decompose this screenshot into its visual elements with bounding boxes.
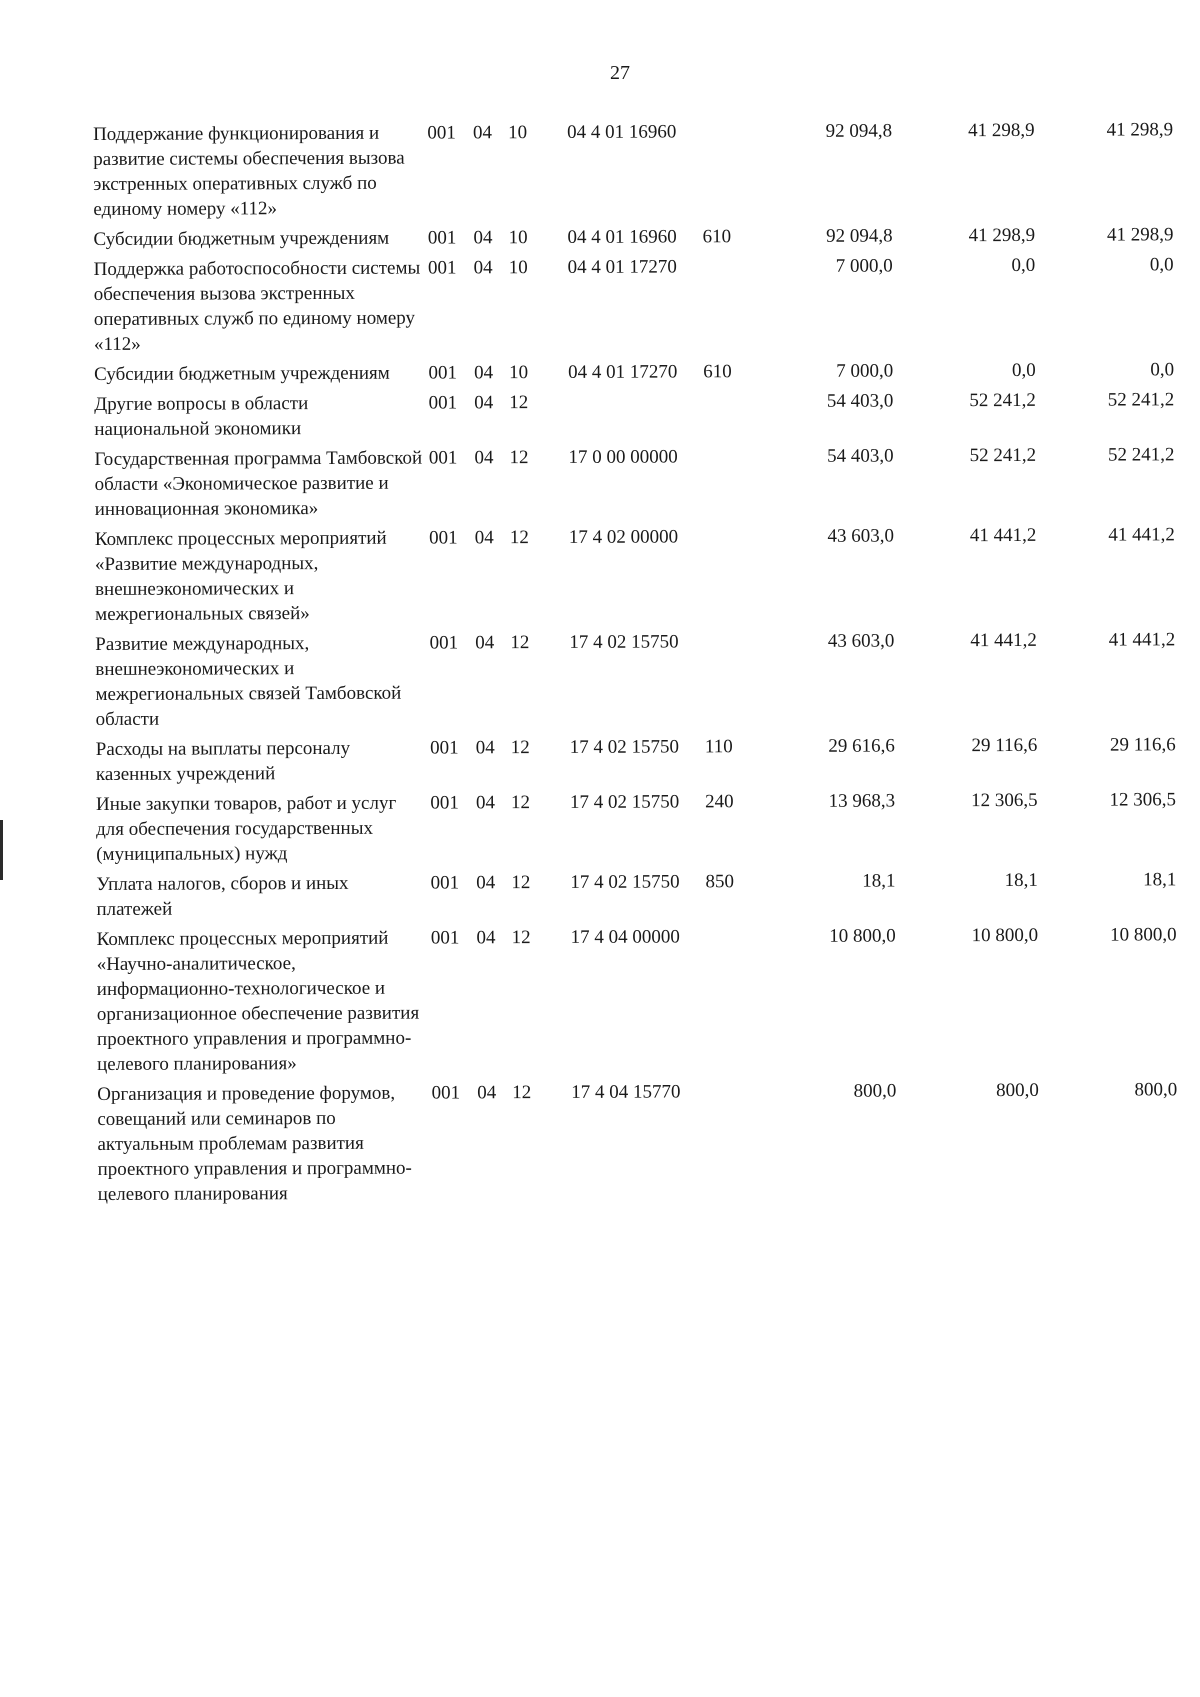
row-sum-year1: 92 094,8 <box>825 120 893 142</box>
table-row <box>93 117 1173 227</box>
row-name: Иные закупки товаров, работ и услуг для обеспечения государственных (муниципальных) нужд <box>95 792 397 865</box>
row-ved-code: 001 <box>431 1082 461 1104</box>
row-target-article: 17 4 02 15750 <box>569 736 680 758</box>
row-ved-code: 001 <box>427 122 456 144</box>
row-name: Комплекс процессных мероприятий «Развитие международных, внешнеэкономических и межрегиональных связей» <box>94 527 387 625</box>
row-expense-type <box>704 629 752 734</box>
row-section-code: 04 <box>475 632 495 654</box>
row-expense-type: 850 <box>705 871 735 893</box>
row-ved-code: 001 <box>427 227 457 249</box>
row-sum-year1: 29 616,6 <box>828 735 895 757</box>
table-body <box>93 117 1178 1212</box>
row-sum-year1: 7 000,0 <box>835 255 893 277</box>
row-section-code: 04 <box>473 227 493 249</box>
row-sum-year2: 10 800,0 <box>971 924 1039 947</box>
row-sum-year2: 0,0 <box>1011 254 1036 276</box>
row-section-code: 04 <box>474 392 494 414</box>
row-ved-code: 001 <box>428 362 457 384</box>
row-sum-year3: 29 116,6 <box>1109 734 1176 756</box>
row-name: Комплекс процессных мероприятий «Научно-аналитическое, информационно-технологическое и организационное обеспечение развития проектного управления и программно-целевого планирования» <box>96 927 420 1075</box>
row-ved-code: 001 <box>428 392 458 414</box>
row-section-code: 04 <box>476 872 496 894</box>
table-row <box>94 387 1174 447</box>
row-sum-year1: 54 403,0 <box>826 390 894 412</box>
row-name: Субсидии бюджетным учреждениям <box>93 227 390 250</box>
row-expense-type: 610 <box>702 226 732 248</box>
row-sum-year3: 12 306,5 <box>1109 789 1177 811</box>
row-section-code: 04 <box>475 792 495 814</box>
row-target-article: 17 4 04 00000 <box>570 926 680 948</box>
table-row <box>97 1077 1178 1212</box>
row-section-code: 04 <box>473 257 493 279</box>
table-row <box>94 442 1174 527</box>
row-subsection-code: 12 <box>510 632 530 654</box>
budget-table <box>93 117 1178 1212</box>
row-ved-code: 001 <box>428 447 458 469</box>
row-expense-type <box>703 389 751 444</box>
row-sum-year2: 41 298,9 <box>968 224 1036 247</box>
row-name: Организация и проведение форумов, совещаний или семинаров по актуальным проблемам развития проектного управления и программно-целевого планирования <box>97 1082 412 1205</box>
table-row <box>95 627 1175 737</box>
row-ved-code: 001 <box>430 792 459 814</box>
row-section-code: 04 <box>477 1082 497 1104</box>
row-ved-code: 001 <box>429 632 459 654</box>
row-section-code: 04 <box>474 362 494 384</box>
row-target-article: 17 4 02 15750 <box>569 631 679 653</box>
row-subsection-code: 10 <box>508 227 528 249</box>
row-section-code: 04 <box>474 527 494 549</box>
row-sum-year3: 0,0 <box>1150 359 1175 381</box>
row-sum-year3: 41 298,9 <box>1106 224 1174 246</box>
row-target-article <box>540 389 703 445</box>
row-subsection-code: 10 <box>508 122 528 144</box>
row-target-article: 17 4 04 15770 <box>571 1081 681 1103</box>
table-row <box>97 922 1178 1082</box>
row-sum-year2: 41 441,2 <box>969 524 1037 547</box>
row-ved-code: 001 <box>430 872 460 894</box>
row-subsection-code: 12 <box>509 527 529 549</box>
row-sum-year1: 54 403,0 <box>827 445 894 467</box>
row-name: Государственная программа Тамбовской области «Экономическое развитие и инновационная экономика» <box>94 447 423 520</box>
row-ved-code: 001 <box>427 257 457 279</box>
row-sum-year2: 41 298,9 <box>968 119 1035 142</box>
row-ved-code: 001 <box>430 927 460 949</box>
row-sum-year3: 10 800,0 <box>1110 924 1177 946</box>
row-sum-year2: 800,0 <box>996 1079 1039 1102</box>
row-subsection-code: 12 <box>510 737 530 759</box>
row-sum-year3: 52 241,2 <box>1107 389 1175 411</box>
row-expense-type: 610 <box>703 361 732 383</box>
row-expense-type <box>706 924 754 1079</box>
row-target-article: 17 0 00 00000 <box>568 446 678 468</box>
row-expense-type <box>702 119 750 224</box>
row-target-article: 04 4 01 17270 <box>567 256 677 278</box>
row-name: Другие вопросы в области национальной экономики <box>94 393 309 440</box>
row-subsection-code: 10 <box>508 257 528 279</box>
row-sum-year1: 43 603,0 <box>827 630 895 652</box>
row-sum-year3: 800,0 <box>1134 1079 1178 1101</box>
row-target-article: 17 4 02 15750 <box>569 791 680 813</box>
row-sum-year2: 52 241,2 <box>969 444 1037 467</box>
row-target-article: 17 4 02 00000 <box>568 526 679 548</box>
row-sum-year1: 92 094,8 <box>826 225 893 247</box>
row-expense-type <box>704 524 752 629</box>
row-sum-year2: 41 441,2 <box>970 629 1037 652</box>
row-sum-year3: 0,0 <box>1149 254 1174 276</box>
page-number: 27 <box>610 62 630 84</box>
row-sum-year1: 18,1 <box>862 870 896 892</box>
row-ved-code: 001 <box>430 737 459 759</box>
row-section-code: 04 <box>476 927 496 949</box>
table-row <box>94 357 1174 392</box>
row-sum-year3: 18,1 <box>1143 869 1177 891</box>
row-target-article: 17 4 02 15750 <box>570 871 680 893</box>
row-expense-type: 240 <box>705 791 734 813</box>
row-expense-type: 110 <box>704 736 733 758</box>
row-sum-year3: 41 298,9 <box>1106 119 1174 141</box>
row-subsection-code: 12 <box>509 447 529 469</box>
row-section-code: 04 <box>472 122 493 144</box>
row-name: Поддержка работоспособности системы обеспечения вызова экстренных оперативных служб по единому номеру «112» <box>93 257 421 355</box>
scan-edge-mark <box>0 820 3 880</box>
row-expense-type <box>703 254 751 359</box>
row-sum-year3: 41 441,2 <box>1108 629 1176 651</box>
row-ved-code: 001 <box>429 527 458 549</box>
row-subsection-code: 12 <box>511 872 531 894</box>
row-name: Поддержание функционирования и развитие системы обеспечения вызова экстренных оперативных служб по единому номеру «112» <box>93 122 405 220</box>
row-expense-type <box>704 444 752 524</box>
row-name: Развитие международных, внешнеэкономических и межрегиональных связей Тамбовской области <box>95 633 402 730</box>
table-row <box>96 732 1176 792</box>
table-row <box>96 867 1176 927</box>
row-sum-year1: 7 000,0 <box>836 360 894 382</box>
row-subsection-code: 10 <box>509 362 529 384</box>
row-name: Уплата налогов, сборов и иных платежей <box>96 872 349 920</box>
row-sum-year1: 43 603,0 <box>827 525 894 547</box>
row-subsection-code: 12 <box>509 392 529 414</box>
row-sum-year3: 52 241,2 <box>1107 444 1175 466</box>
row-sum-year2: 12 306,5 <box>971 789 1038 812</box>
table-row <box>95 522 1175 632</box>
row-name: Расходы на выплаты персоналу казенных учреждений <box>95 737 351 785</box>
table-row <box>93 222 1173 257</box>
row-sum-year3: 41 441,2 <box>1108 524 1175 546</box>
table-row <box>94 252 1174 362</box>
row-sum-year2: 0,0 <box>1011 359 1036 381</box>
row-sum-year2: 29 116,6 <box>971 734 1038 757</box>
row-target-article: 04 4 01 16960 <box>567 121 677 143</box>
row-target-article: 04 4 01 16960 <box>567 226 677 248</box>
row-target-article: 04 4 01 17270 <box>568 361 678 383</box>
row-section-code: 04 <box>474 447 494 469</box>
row-sum-year1: 800,0 <box>853 1080 897 1102</box>
row-sum-year2: 52 241,2 <box>969 389 1036 412</box>
row-sum-year1: 10 800,0 <box>829 925 896 947</box>
table-row <box>96 787 1176 872</box>
row-name: Субсидии бюджетным учреждениям <box>94 362 390 385</box>
row-sum-year1: 13 968,3 <box>828 790 896 812</box>
row-sum-year2: 18,1 <box>1004 869 1038 892</box>
row-section-code: 04 <box>475 737 495 759</box>
row-subsection-code: 12 <box>512 1082 532 1104</box>
row-subsection-code: 12 <box>510 792 531 814</box>
row-subsection-code: 12 <box>511 927 531 949</box>
row-expense-type <box>706 1079 754 1209</box>
